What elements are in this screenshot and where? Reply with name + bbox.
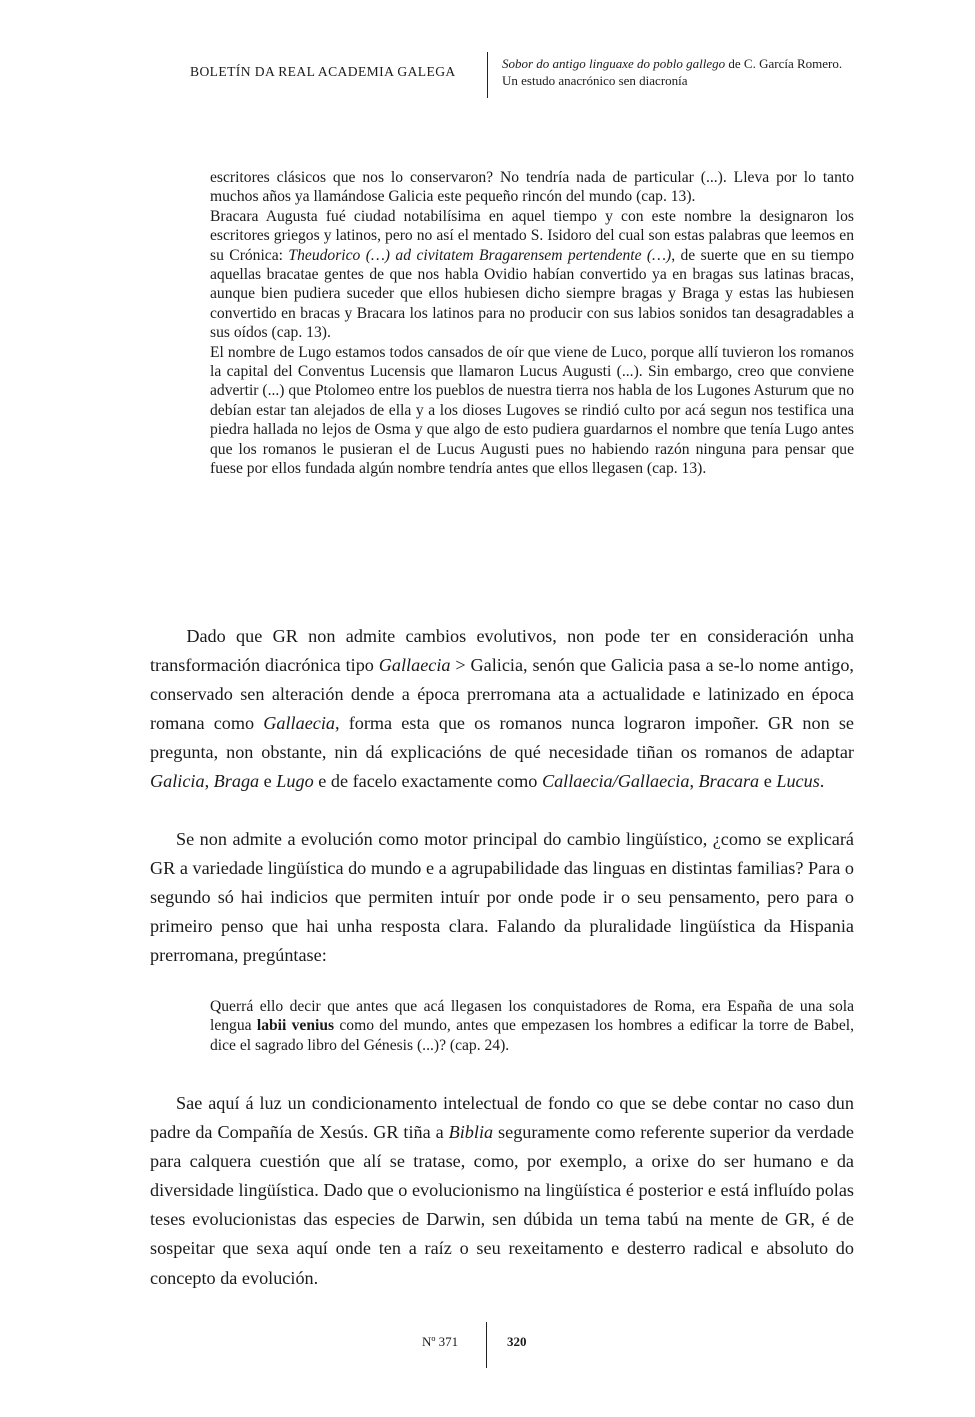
quote-text: , de suerte que en su tiempo aquellas bracatae gentes de que nos habla Ovidio habían convertido ya en bragas sus latinas bracas, aunque bien pudiera suceder que ellos hubiesen dicho siempre bragas y Braga y estas las hubiesen convertido en bracas y Bracara los latinos para no producir con sus labios sonidos tan desagradables a sus oídos (cap. 13). [210, 246, 855, 342]
text: e de facelo exactamente como [313, 771, 542, 792]
italic-term: Bracara [698, 771, 760, 792]
text: > Galicia, senón que Galicia pasa a se-lo nome antigo, conservado sen alteración dende a época prerromana ata a actualidade e latinizado en época romana como [150, 655, 854, 734]
text: Sae aquí á luz un condicionamento intelectual de fondo co que se debe contar no caso dun padre da Compañía de Xesús. GR tiña a [150, 1093, 854, 1143]
quote-latin-italic: Theudorico (…) ad civitatem Bragarensem pertendente (…) [288, 246, 672, 264]
text: e [259, 771, 277, 792]
running-title [502, 55, 842, 89]
quote-text: como del mundo, antes que empezasen los hombres a edificar la torre de Babel, dice el sagrado libro del Génesis (...)? (cap. 24). [210, 1017, 854, 1054]
text: seguramente como referente superior da verdade para calquera cuestión que alí se tratase, como, por exemplo, a orixe do ser humano e da diversidade lingüística. Dado que o evolucionismo na lingüística é posterior e está influído polas teses evolucionistas das especies de Darwin, sen dúbida un tema tabú na mente de GR, é de sospeitar que sexa aquí onde ten a raíz o seu rexeitamento e desterro radical e absoluto do concepto da evolución. [150, 1122, 854, 1288]
quote-paragraph: El nombre de Lugo estamos todos cansados de oír que viene de Luco, porque allí tuvieron los romanos la capital del Conventus Lucensis que llamaron Lucus Augusti (...). Sin embargo, creo que conviene advertir (...) que Ptolomeo entre los pueblos de nuestra tierra nos habla de los Lugones Asturum que no debían estar tan alejados de ella y a los dioses Lugoves se rindió culto por acá segun nos testifica una piedra hallada no lejos de Osma y que algo de esto pudiera guardarnos el nombre que tenía Lugo antes que los romanos le pusieran el de Lucus Augusti pues no habiendo razón ninguna para pensar que fuese por ellos fundada algún nombre tendría antes que ellos llegasen (cap. 13). [210, 343, 854, 478]
body-paragraph-1 [150, 622, 854, 797]
body-paragraph-2 [150, 825, 854, 970]
text: e [759, 771, 777, 792]
footer-divider [486, 1322, 487, 1368]
text: Dado que GR non admite cambios evolutivos, non pode ter en consideración unha transformación diacrónica tipo [150, 626, 854, 676]
paragraph-text [150, 1089, 854, 1293]
italic-term: Lucus [776, 771, 820, 792]
paragraph-text: Se non admite a evolución como motor principal do cambio lingüístico, ¿como se explicará GR a variedade lingüística do mundo e a agrupabilidade das linguas en distintas familias? Para o segundo só hai indicios que permiten intuír por onde pode ir o seu pensamento, pero para o primeiro penso que hai unha resposta clara. Falando da pluralidade lingüística da Hispania prerromana, pregúntase: [150, 829, 854, 966]
block-quote-2 [210, 997, 854, 1055]
running-subtitle: Un estudo anacrónico sen diacronía [502, 73, 688, 88]
italic-term: Braga [213, 771, 260, 792]
quote-latin-bold: labii venius [256, 1017, 335, 1035]
italic-term: Galicia [150, 771, 205, 792]
running-title-line1 [502, 55, 842, 72]
journal-name: BOLETÍN DA REAL ACADEMIA GALEGA [190, 64, 456, 79]
body-paragraph-3 [150, 1089, 854, 1293]
block-quote-1 [210, 168, 854, 479]
text: , [204, 771, 214, 792]
text: . [819, 771, 825, 792]
quote-paragraph: escritores clásicos que nos lo conservaron? No tendría nada de particular (...). Lleva por lo tanto muchos años ya llamándose Galicia este pequeño rincón del mundo (cap. 13). [210, 169, 854, 206]
page-number: 320 [507, 1334, 527, 1349]
italic-term: Lugo [276, 771, 314, 792]
italic-term: Callaecia/Gallaecia [541, 771, 690, 792]
italic-term: Gallaecia [263, 713, 335, 734]
header-divider [487, 52, 488, 98]
quote-text: Querrá ello decir que antes que acá llegasen los conquistadores de Roma, era España de una sola lengua [210, 998, 854, 1035]
italic-term: Biblia [448, 1122, 494, 1143]
article-title-italic: Sobor do antigo linguaxe do poblo gallego [502, 56, 726, 71]
text: , [689, 771, 699, 792]
quote-paragraph [210, 207, 854, 343]
quote-text: Bracara Augusta fué ciudad notabilísima en aquel tiempo y con este nombre la designaron los escritores griegos y latinos, pero no así el mentado S. Isidoro del cual son estas palabras que leemos en su Crónica: [210, 207, 854, 264]
paragraph-text [150, 622, 854, 797]
italic-term: Gallaecia [378, 655, 451, 676]
quote-paragraph [210, 997, 854, 1055]
article-title-author: de C. García Romero. [725, 56, 843, 71]
issue-number: Nº 371 [422, 1334, 459, 1349]
text: , forma esta que os romanos nunca lograron impoñer. GR non se pregunta, non obstante, nin dá explicacións de qué necesidade tiñan os romanos de adaptar [150, 713, 854, 763]
